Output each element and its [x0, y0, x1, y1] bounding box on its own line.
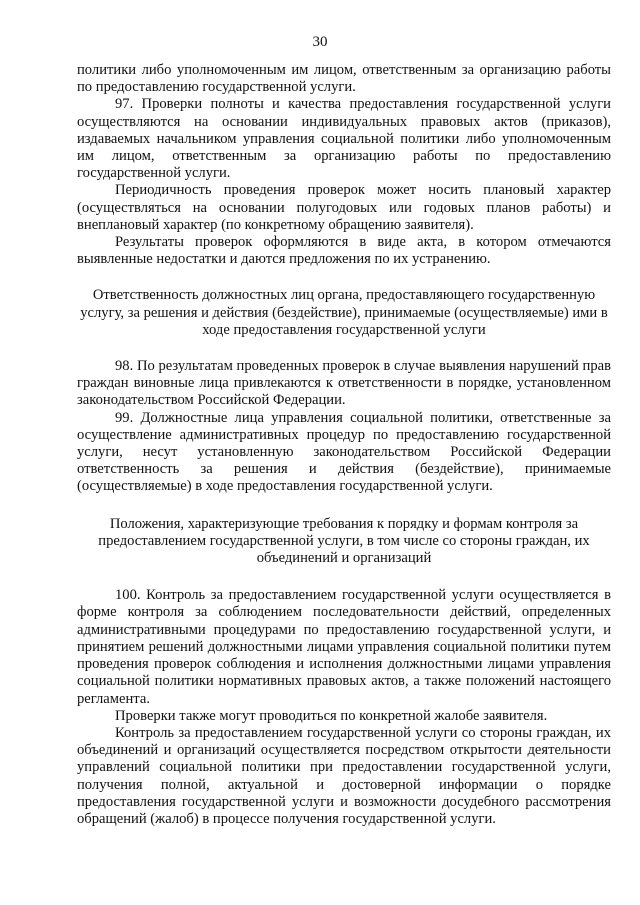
paragraph-continuation: политики либо уполномоченным им лицом, ответственным за организацию работы по предоставлению государственной услуги.: [77, 62, 611, 96]
page-number: 30: [312, 34, 328, 50]
paragraph-public-control: Контроль за предоставлением государственной услуги со стороны граждан, их объединений и организаций осуществляется посредством открытости деятельности управлений социальной политики при предоставлении государственной услуги, получения полной, актуальной и достоверной информации о порядке предоставления государственной услуги и возможности досудебного рассмотрения обращений (жалоб) в процессе получения государственной услуги.: [77, 724, 611, 827]
section-heading-control-forms: Положения, характеризующие требования к порядку и формам контроля за предоставлением государственной услуги, в том числе со стороны граждан, их объединений и организаций: [98, 515, 590, 567]
paragraph-97: 97. Проверки полноты и качества предоставления государственной услуги осуществляются на основании индивидуальных правовых актов (приказов), издаваемых начальником управления социальной политики либо уполномоченным им лицом, ответственным за организацию работы по предоставлению государственной услуги.: [77, 96, 611, 182]
spacer: [77, 268, 611, 287]
paragraph-inspection-frequency: Периодичность проведения проверок может носить плановый характер (осуществляться на основании полугодовых или годовых планов работы) и внеплановый характер (по конкретному обращению заявителя).: [77, 182, 611, 233]
spacer: [77, 496, 611, 516]
paragraph-98: 98. По результатам проведенных проверок в случае выявления нарушений прав граждан виновные лица привлекаются к ответственности в порядке, установленном законодательством Российской Федерации.: [77, 358, 611, 409]
paragraph-100: 100. Контроль за предоставлением государственной услуги осуществляется в форме контроля за соблюдением последовательности действий, определенных административными процедурами по предоставлению государственной услуги, и принятием решений должностными лицами управления социальной политики путем проведения проверок соблюдения и исполнения должностными лицами управления социальной политики нормативных правовых актов, а также положений настоящего регламента.: [77, 587, 611, 707]
document-body: [77, 62, 611, 828]
paragraph-inspection-results: Результаты проверок оформляются в виде акта, в котором отмечаются выявленные недостатки и даются предложения по их устранению.: [77, 234, 611, 268]
spacer: [77, 567, 611, 587]
spacer: [77, 339, 611, 358]
paragraph-complaint-checks: Проверки также могут проводиться по конкретной жалобе заявителя.: [115, 707, 548, 724]
paragraph-99: 99. Должностные лица управления социальной политики, ответственные за осуществление административных процедур по предоставлению государственной услуги, несут установленную законодательством Российской Федерации ответственность за решения и действия (бездействие), принимаемые (осуществляемые) в ходе предоставления государственной услуги.: [77, 409, 611, 495]
section-heading-responsibility: Ответственность должностных лиц органа, предоставляющего государственную услугу, за решения и действия (бездействие), принимаемые (осуществляемые) ими в ходе предоставления государственной услуги: [80, 287, 608, 338]
